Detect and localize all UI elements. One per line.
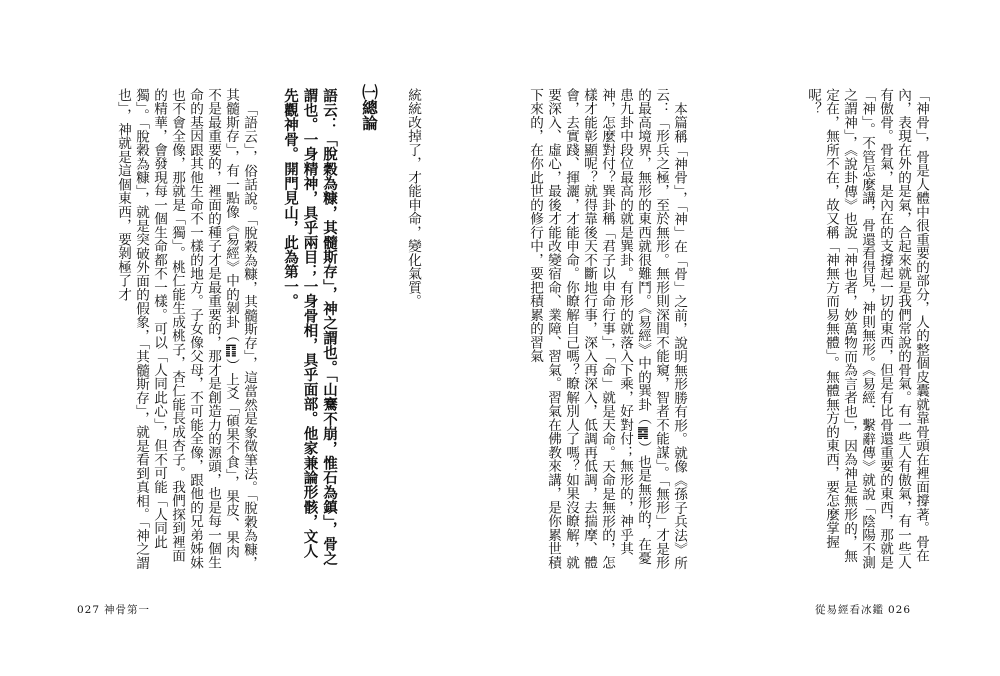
right-footer-page-number: 026 [888, 604, 912, 616]
classical-quote: 語云：「脫穀為糠，其髓斯存」，神之謂也。「山騫不崩，惟石為鎮」，骨之謂也。一身精神，具乎兩目；一身骨相，具乎面部。他家兼論形骸，文人先觀神骨。開門見山，此為第一。 [282, 88, 338, 567]
right-page-paragraph-1: 「神骨」，骨是人體中很重要的部分，人的整個皮囊就靠骨頭在裡面撐著。骨在內，表現在外的是氣，合起來就是我們常說的骨氣。有一些人有傲氣，有一些人有傲骨。骨氣，是內在的支撐起一切的東西，但是有比骨還重要的東西，那就是「神」。不管怎麼講，骨還看得見，神則無形。《易經．繫辭傳》就說「陰陽不測之謂神」，《說卦傳》也說「神也者，妙萬物而為言者也」，因為神是無形的，無定在，無所不在，故又稱「神無方而易無體」。無體無方的東西，要怎麼掌握呢？ [805, 88, 929, 570]
left-footer-title: 神骨第一 [104, 604, 151, 616]
right-page-paragraph-2: 本篇稱「神骨」，「神」在「骨」之前，說明無形勝有形。就像《孫子兵法》所云：「形兵之極，至於無形。無形則深間不能窺，智者不能謀」。「無形」才是形的最高境界，無形的東西就很難鬥。《易經》中的巽卦（䷸）也是無形的，在憂患九卦中段位最高的就是巽卦。有形的就落入下乘，好對付；無形的，神乎其神，怎麼對付？巽卦稱「君子以申命行事」，「命」就是天命。天命是無形的，怎樣才能彰顯呢？就得靠後天不斷地行事，深入再深入，低調再低調，去揣摩、體會，去實踐、揮灑，才能申命。你瞭解自己嗎？瞭解別人了嗎？如果沒瞭解，就要深入、虛心，最後才能改變宿命、業障、習氣。習氣在佛教來講，是你累世積下來的，在你此世的修行中，要把積累的習氣 [527, 88, 687, 570]
left-page-footer [73, 602, 150, 617]
commentary-paragraph: 「語云」，俗話說。「脫穀為糠，其髓斯存」，這當然是象徵筆法。「脫穀為糠，其髓斯存」，有一點像《易經》中的剝卦（䷖）上爻「碩果不食」，果皮、果肉不是最重要的，裡面的種子才是最重要的，那才是創造力的源頭，也是每一個生命的基因跟其他生命不一樣的地方。子女像父母，不可能全像，跟他的兄弟姊妹也不會全像，那就是「獨」。桃仁能生成桃子，杏仁能長成杏子。我們探到裡面的精華，會發現每一個生命都不一樣。可以「人同此心」，但不可能「人同此獨」。「脫穀為糠」，就是突破外面的假象，「其髓斯存」，就是看到真相。「神之謂也」，神就是這個東西，要剝極了才 [115, 88, 257, 570]
left-page-intro-line: 統統改掉了，才能申命，變化氣質。 [405, 88, 421, 308]
right-footer-title: 從易經看冰鑑 [815, 604, 884, 616]
right-page-footer [815, 602, 915, 617]
left-footer-page-number: 027 [77, 604, 101, 616]
section-heading: ㈠總論 [360, 84, 379, 131]
